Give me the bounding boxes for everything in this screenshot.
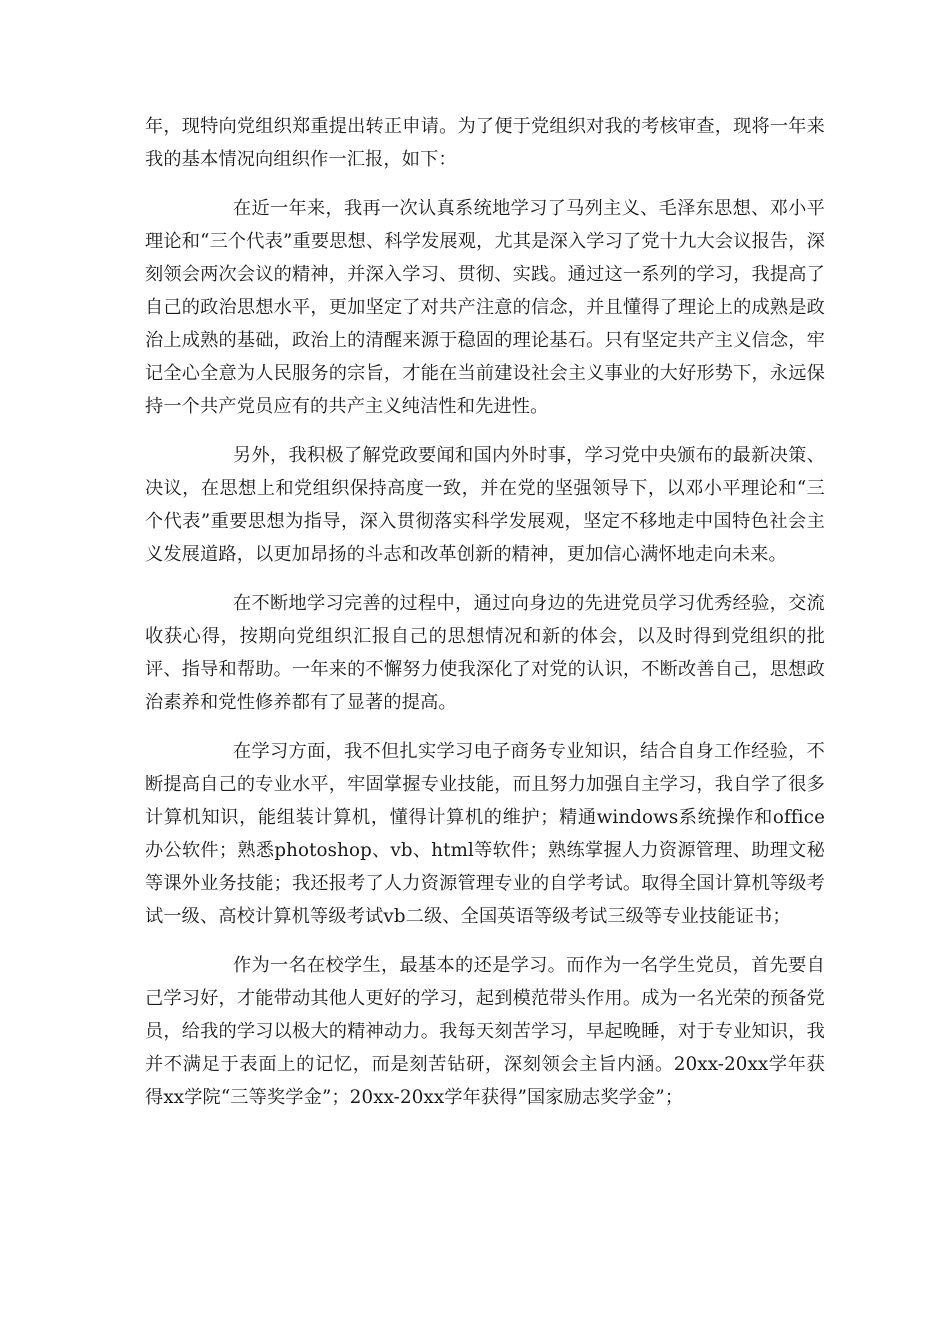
paragraph-2: 在近一年来，我再一次认真系统地学习了马列主义、毛泽东思想、邓小平理论和“三个代表”重要思想、科学发展观，尤其是深入学习了党十九大会议报告，深刻领会两次会议的精神，并深入学习、贯彻、实践。通过这一系列的学习，我提高了自己的政治思想水平，更加坚定了对共产注意的信念，并且懂得了理论上的成熟是政治上成熟的基础，政治上的清醒来源于稳固的理论基石。只有坚定共产主义信念，牢记全心全意为人民服务的宗旨，才能在当前建设社会主义事业的大好形势下，永远保持一个共产党员应有的共产主义纯洁性和先进性。 [145,198,825,417]
paragraph-3: 另外，我积极了解党政要闻和国内外时事，学习党中央颁布的最新决策、决议，在思想上和党组织保持高度一致，并在党的坚强领导下，以邓小平理论和“三个代表”重要思想为指导，深入贯彻落实科学发展观，坚定不移地走中国特色社会主义发展道路，以更加昂扬的斗志和改革创新的精神，更加信心满怀地走向未来。 [145,445,825,565]
paragraph-5: 在学习方面，我不但扎实学习电子商务专业知识，结合自身工作经验，不断提高自己的专业水平，牢固掌握专业技能，而且努力加强自主学习，我自学了很多计算机知识，能组装计算机，懂得计算机的维护；精通windows系统操作和office办公软件；熟悉photoshop、vb、html等软件；熟练掌握人力资源管理、助理文秘等课外业务技能；我还报考了人力资源管理专业的自学考试。取得全国计算机等级考试一级、高校计算机等级考试vb二级、全国英语等级考试三级等专业技能证书； [145,741,825,927]
paragraph-1: 年，现特向党组织郑重提出转正申请。为了便于党组织对我的考核审查，现将一年来我的基本情况向组织作一汇报，如下： [145,116,825,170]
document-body [145,110,825,1130]
paragraph-6: 作为一名在校学生，最基本的还是学习。而作为一名学生党员，首先要自己学习好，才能带动其他人更好的学习，起到模范带头作用。成为一名光荣的预备党员，给我的学习以极大的精神动力。我每天刻苦学习，早起晚睡，对于专业知识，我并不满足于表面上的记忆，而是刻苦钻研，深刻领会主旨内涵。20xx-20xx学年获得xx学院“三等奖学金”；20xx-20xx学年获得”国家励志奖学金”； [145,955,825,1108]
paragraph-4: 在不断地学习完善的过程中，通过向身边的先进党员学习优秀经验，交流收获心得，按期向党组织汇报自己的思想情况和新的体会，以及时得到党组织的批评、指导和帮助。一年来的不懈努力使我深化了对党的认识，不断改善自己，思想政治素养和党性修养都有了显著的提高。 [145,593,825,713]
